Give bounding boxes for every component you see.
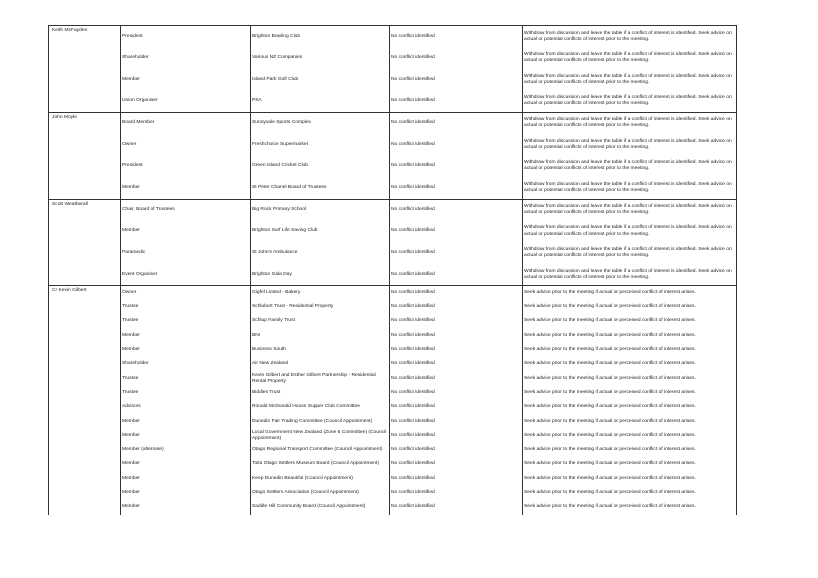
member-name-cell xyxy=(49,414,121,428)
register-row xyxy=(49,300,737,314)
conflict-status-cell: No conflict identified xyxy=(390,486,523,500)
organisation-cell: PSA xyxy=(251,91,390,113)
member-name-cell xyxy=(49,134,121,156)
role-cell: Board Member xyxy=(121,112,251,134)
member-name-cell xyxy=(49,457,121,471)
register-row xyxy=(49,156,737,178)
action-cell: Withdraw from discussion and leave the table if a conflict of interest is identified. Seek advice on actual or potential conflicts of interest prior to the meeting. xyxy=(523,156,737,178)
member-name-cell xyxy=(49,242,121,264)
action-cell: Seek advice prior to the meeting if actual or perceived conflict of interest arises. xyxy=(523,386,737,400)
role-cell: Member xyxy=(121,414,251,428)
member-name-cell xyxy=(49,264,121,286)
register-row xyxy=(49,177,737,199)
organisation-cell: St John's Ambulance xyxy=(251,242,390,264)
member-name-cell xyxy=(49,300,121,314)
register-row xyxy=(49,457,737,471)
action-cell: Seek advice prior to the meeting if actual or perceived conflict of interest arises. xyxy=(523,486,737,500)
action-cell: Seek advice prior to the meeting if actual or perceived conflict of interest arises. xyxy=(523,414,737,428)
conflict-status-cell: No conflict identified xyxy=(390,221,523,243)
action-cell: Withdraw from discussion and leave the table if a conflict of interest is identified. Seek advice on actual or potential conflicts of interest prior to the meeting. xyxy=(523,47,737,69)
conflict-status-cell: No conflict identified xyxy=(390,386,523,400)
action-cell: Seek advice prior to the meeting if actual or perceived conflict of interest arises. xyxy=(523,500,737,514)
register-row xyxy=(49,500,737,514)
conflict-status-cell: No conflict identified xyxy=(390,199,523,221)
member-name-cell xyxy=(49,372,121,386)
action-cell: Seek advice prior to the meeting if actual or perceived conflict of interest arises. xyxy=(523,314,737,328)
role-cell: Member xyxy=(121,429,251,443)
action-cell: Withdraw from discussion and leave the table if a conflict of interest is identified. Seek advice on actual or potential conflicts of interest prior to the meeting. xyxy=(523,264,737,286)
register-row xyxy=(49,429,737,443)
action-cell: Withdraw from discussion and leave the table if a conflict of interest is identified. Seek advice on actual or potential conflicts of interest prior to the meeting. xyxy=(523,69,737,91)
member-name-cell xyxy=(49,500,121,514)
register-row xyxy=(49,242,737,264)
organisation-cell: BNI xyxy=(251,329,390,343)
member-name-cell xyxy=(49,429,121,443)
organisation-cell: Brighton Bowling Club xyxy=(251,26,390,48)
conflict-status-cell: No conflict identified xyxy=(390,414,523,428)
organisation-cell: Big Rock Primary School xyxy=(251,199,390,221)
conflict-status-cell: No conflict identified xyxy=(390,300,523,314)
organisation-cell: Otago Settlers Association (Council Appointment) xyxy=(251,486,390,500)
conflict-status-cell: No conflict identified xyxy=(390,112,523,134)
conflict-status-cell: No conflict identified xyxy=(390,500,523,514)
role-cell: Trustee xyxy=(121,386,251,400)
conflict-status-cell: No conflict identified xyxy=(390,156,523,178)
action-cell: Withdraw from discussion and leave the table if a conflict of interest is identified. Seek advice on actual or potential conflicts of interest prior to the meeting. xyxy=(523,177,737,199)
register-row xyxy=(49,329,737,343)
member-name-cell xyxy=(49,443,121,457)
action-cell: Seek advice prior to the meeting if actual or perceived conflict of interest arises. xyxy=(523,329,737,343)
member-name-cell xyxy=(49,91,121,113)
conflict-status-cell: No conflict identified xyxy=(390,91,523,113)
conflict-status-cell: No conflict identified xyxy=(390,264,523,286)
organisation-cell: Toitū Otago Settlers Museum Board (Council Appointment) xyxy=(251,457,390,471)
conflict-status-cell: No conflict identified xyxy=(390,242,523,264)
role-cell: Member xyxy=(121,486,251,500)
role-cell: Member (alternate) xyxy=(121,443,251,457)
organisation-cell: Brighton Surf Life Saving Club xyxy=(251,221,390,243)
role-cell: Member xyxy=(121,329,251,343)
member-name-cell xyxy=(49,357,121,371)
member-name-cell: Cr Kevin Gilbert xyxy=(49,286,121,300)
role-cell: Advisors xyxy=(121,400,251,414)
register-row xyxy=(49,264,737,286)
role-cell: Union Organiser xyxy=(121,91,251,113)
organisation-cell: Freshchoice Supermarket xyxy=(251,134,390,156)
organisation-cell: Gigfel Limted - Bakery xyxy=(251,286,390,300)
conflict-status-cell: No conflict identified xyxy=(390,177,523,199)
role-cell: Member xyxy=(121,221,251,243)
action-cell: Seek advice prior to the meeting if actual or perceived conflict of interest arises. xyxy=(523,400,737,414)
organisation-cell: St Peter Chanel Board of Trustees xyxy=(251,177,390,199)
role-cell: President xyxy=(121,156,251,178)
action-cell: Seek advice prior to the meeting if actual or perceived conflict of interest arises. xyxy=(523,472,737,486)
member-name-cell xyxy=(49,47,121,69)
action-cell: Seek advice prior to the meeting if actual or perceived conflict of interest arises. xyxy=(523,429,737,443)
register-row xyxy=(49,343,737,357)
organisation-cell: Kevin Gilbert and Esther Gilbert Partnership - Residential Rental Property xyxy=(251,372,390,386)
role-cell: Member xyxy=(121,472,251,486)
member-name-cell xyxy=(49,314,121,328)
member-name-cell: Scott Weatherall xyxy=(49,199,121,221)
action-cell: Seek advice prior to the meeting if actual or perceived conflict of interest arises. xyxy=(523,286,737,300)
organisation-cell: Biddies Trust xyxy=(251,386,390,400)
conflict-status-cell: No conflict identified xyxy=(390,69,523,91)
conflict-status-cell: No conflict identified xyxy=(390,314,523,328)
member-name-cell xyxy=(49,156,121,178)
organisation-cell: Green Island Cricket Club xyxy=(251,156,390,178)
action-cell: Seek advice prior to the meeting if actual or perceived conflict of interest arises. xyxy=(523,357,737,371)
organisation-cell: Air New Zealand xyxy=(251,357,390,371)
member-name-cell: John Moyle xyxy=(49,112,121,134)
organisation-cell: Dunedin Fair Trading Committee (Council Appointment) xyxy=(251,414,390,428)
organisation-cell: Sunnyvale Sports Complex xyxy=(251,112,390,134)
organisation-cell: Island Park Golf Club xyxy=(251,69,390,91)
conflict-status-cell: No conflict identified xyxy=(390,357,523,371)
role-cell: Member xyxy=(121,177,251,199)
register-row xyxy=(49,26,737,48)
action-cell: Withdraw from discussion and leave the table if a conflict of interest is identified. Seek advice on actual or potential conflicts of interest prior to the meeting. xyxy=(523,199,737,221)
action-cell: Withdraw from discussion and leave the table if a conflict of interest is identified. Seek advice on actual or potential conflicts of interest prior to the meeting. xyxy=(523,221,737,243)
action-cell: Seek advice prior to the meeting if actual or perceived conflict of interest arises. xyxy=(523,443,737,457)
organisation-cell: Business South xyxy=(251,343,390,357)
role-cell: Chair, Board of Trustees xyxy=(121,199,251,221)
member-name-cell xyxy=(49,472,121,486)
member-name-cell xyxy=(49,329,121,343)
role-cell: Event Organiser xyxy=(121,264,251,286)
role-cell: Paramedic xyxy=(121,242,251,264)
member-name-cell xyxy=(49,400,121,414)
conflict-status-cell: No conflict identified xyxy=(390,472,523,486)
member-name-cell xyxy=(49,486,121,500)
organisation-cell: Schlubert Trust - Residential Property xyxy=(251,300,390,314)
register-row xyxy=(49,472,737,486)
member-name-cell xyxy=(49,221,121,243)
role-cell: Member xyxy=(121,500,251,514)
role-cell: Shareholder xyxy=(121,47,251,69)
organisation-cell: Saddle Hill Community Board (Council Appointment) xyxy=(251,500,390,514)
register-row xyxy=(49,47,737,69)
conflict-status-cell: No conflict identified xyxy=(390,286,523,300)
conflict-status-cell: No conflict identified xyxy=(390,400,523,414)
action-cell: Seek advice prior to the meeting if actual or perceived conflict of interest arises. xyxy=(523,300,737,314)
action-cell: Withdraw from discussion and leave the table if a conflict of interest is identified. Seek advice on actual or potential conflicts of interest prior to the meeting. xyxy=(523,112,737,134)
action-cell: Seek advice prior to the meeting if actual or perceived conflict of interest arises. xyxy=(523,457,737,471)
register-row xyxy=(49,443,737,457)
conflict-status-cell: No conflict identified xyxy=(390,343,523,357)
organisation-cell: Schlup Family Trust xyxy=(251,314,390,328)
organisation-cell: Keep Dunedin Beautiful (Council Appointment) xyxy=(251,472,390,486)
conflict-status-cell: No conflict identified xyxy=(390,329,523,343)
organisation-cell: Various NZ Companies xyxy=(251,47,390,69)
register-row xyxy=(49,112,737,134)
member-name-cell xyxy=(49,343,121,357)
role-cell: Trustee xyxy=(121,314,251,328)
conflict-status-cell: No conflict identified xyxy=(390,429,523,443)
role-cell: Member xyxy=(121,343,251,357)
register-row xyxy=(49,372,737,386)
role-cell: Trustee xyxy=(121,300,251,314)
role-cell: Member xyxy=(121,69,251,91)
conflict-status-cell: No conflict identified xyxy=(390,372,523,386)
role-cell: Trustee xyxy=(121,372,251,386)
register-row xyxy=(49,486,737,500)
action-cell: Seek advice prior to the meeting if actual or perceived conflict of interest arises. xyxy=(523,343,737,357)
register-row xyxy=(49,414,737,428)
interests-register-table xyxy=(48,25,737,515)
register-row xyxy=(49,199,737,221)
organisation-cell: Otago Regional Transport Committee (Council Appointment) xyxy=(251,443,390,457)
role-cell: Owner xyxy=(121,286,251,300)
conflict-status-cell: No conflict identified xyxy=(390,457,523,471)
action-cell: Withdraw from discussion and leave the table if a conflict of interest is identified. Seek advice on actual or potential conflicts of interest prior to the meeting. xyxy=(523,26,737,48)
register-row xyxy=(49,221,737,243)
action-cell: Withdraw from discussion and leave the table if a conflict of interest is identified. Seek advice on actual or potential conflicts of interest prior to the meeting. xyxy=(523,242,737,264)
conflict-status-cell: No conflict identified xyxy=(390,134,523,156)
register-row xyxy=(49,357,737,371)
organisation-cell: Local Government New Zealand (Zone 6 Committee) (Council Appointment) xyxy=(251,429,390,443)
conflict-status-cell: No conflict identified xyxy=(390,443,523,457)
role-cell: President xyxy=(121,26,251,48)
member-name-cell xyxy=(49,177,121,199)
action-cell: Withdraw from discussion and leave the table if a conflict of interest is identified. Seek advice on actual or potential conflicts of interest prior to the meeting. xyxy=(523,134,737,156)
register-row xyxy=(49,91,737,113)
organisation-cell: Brighton Gala Day xyxy=(251,264,390,286)
role-cell: Shareholder xyxy=(121,357,251,371)
action-cell: Seek advice prior to the meeting if actual or perceived conflict of interest arises. xyxy=(523,372,737,386)
interests-register-body xyxy=(49,26,737,515)
organisation-cell: Ronald McDonald House Supper Club Committee xyxy=(251,400,390,414)
member-name-cell: Keith McFayden xyxy=(49,26,121,48)
role-cell: Owner xyxy=(121,134,251,156)
action-cell: Withdraw from discussion and leave the table if a conflict of interest is identified. Seek advice on actual or potential conflicts of interest prior to the meeting. xyxy=(523,91,737,113)
conflict-status-cell: No conflict identified xyxy=(390,26,523,48)
register-row xyxy=(49,69,737,91)
register-row xyxy=(49,400,737,414)
conflict-status-cell: No conflict identified xyxy=(390,47,523,69)
register-row xyxy=(49,314,737,328)
register-row xyxy=(49,386,737,400)
register-row xyxy=(49,134,737,156)
register-row xyxy=(49,286,737,300)
member-name-cell xyxy=(49,69,121,91)
member-name-cell xyxy=(49,386,121,400)
role-cell: Member xyxy=(121,457,251,471)
